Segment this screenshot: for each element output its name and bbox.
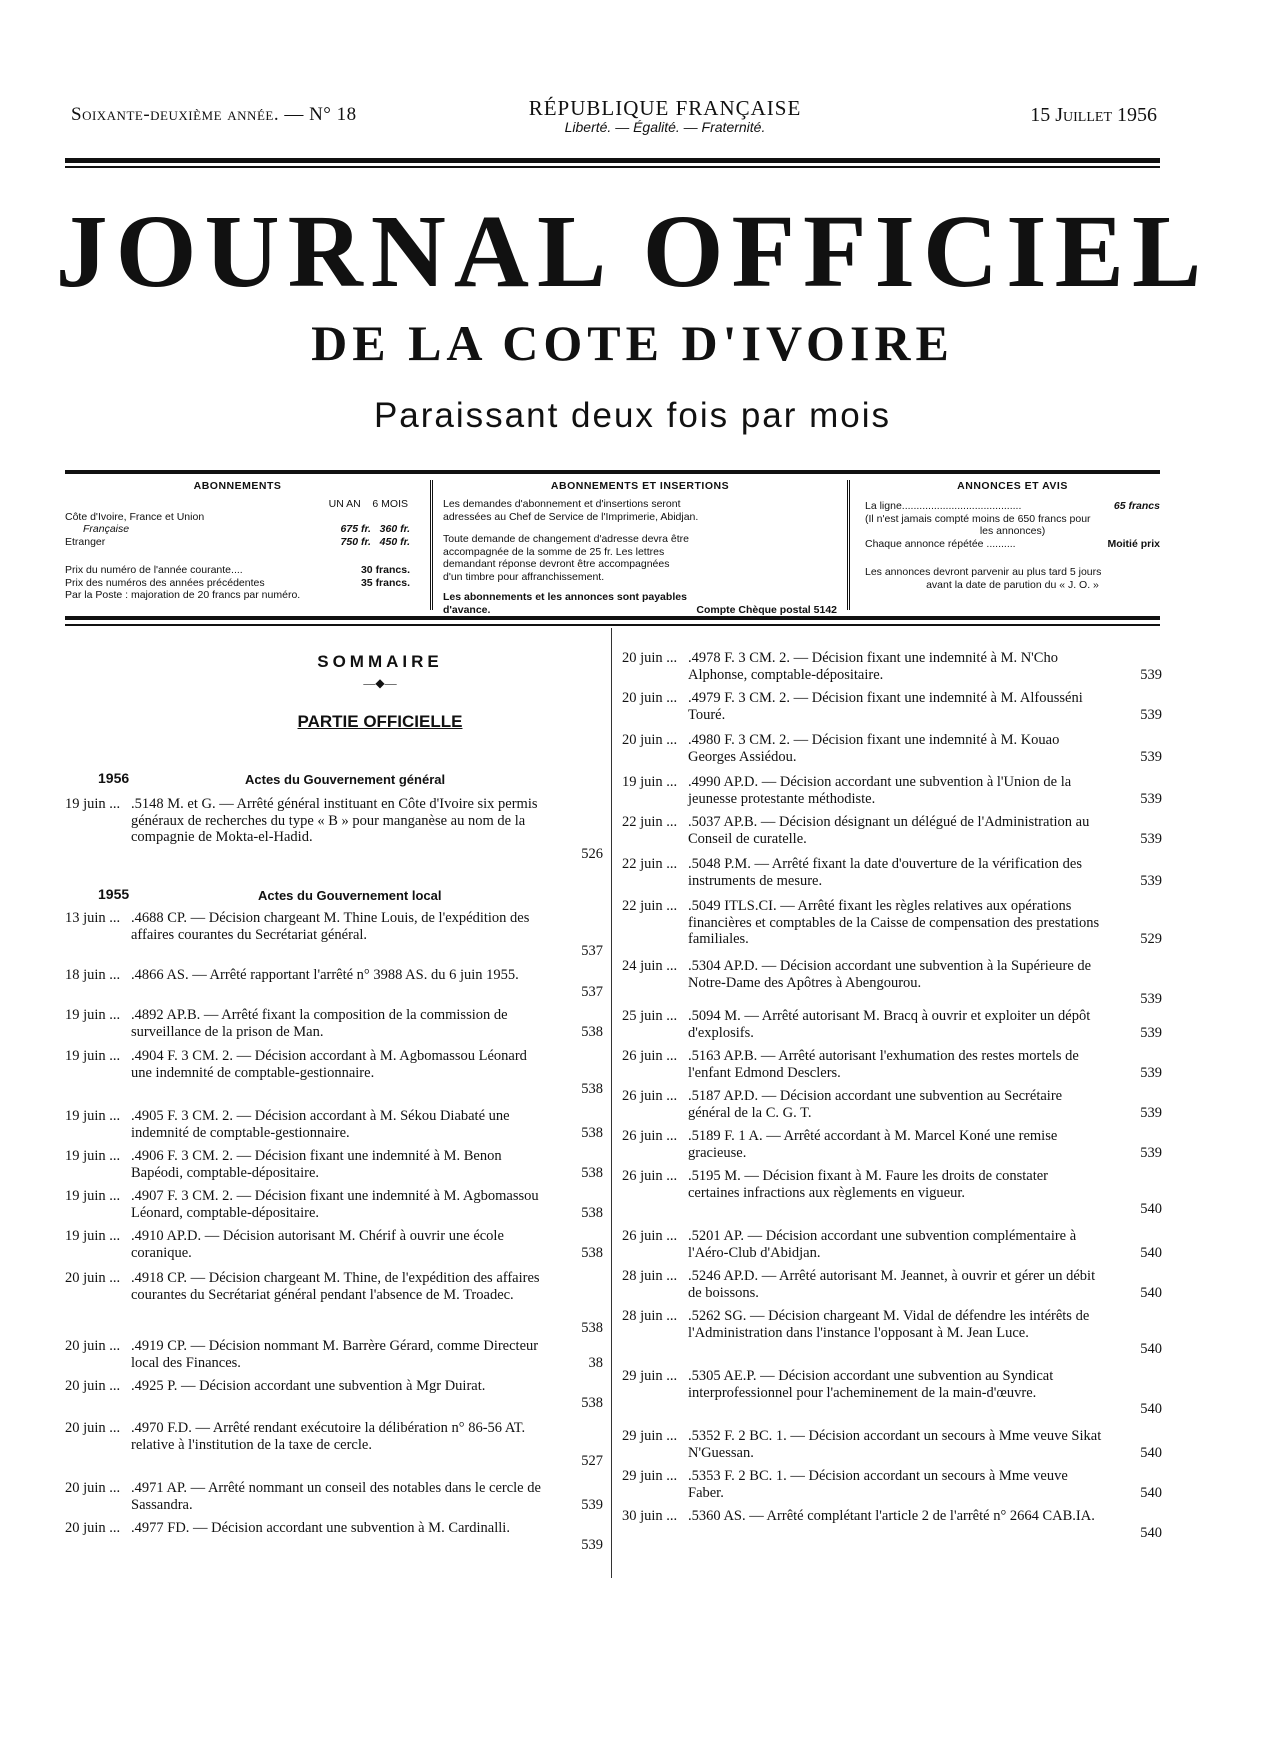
entry-date: 19 juin ... [65,1148,121,1164]
journal-title: JOURNAL OFFICIEL [55,194,1210,309]
entry-text: .4970 F.D. — Arrêté rendant exécutoire la délibération n° 86-56 AT. relative à l'institution de la taxe de cercle. [131,1420,526,1453]
entry-text: .5305 AE.P. — Décision accordant une subvention au Syndicat interprofessionnel pour l'acheminement de la main-d'œuvre. [688,1368,1054,1401]
delai-line1: Les annonces devront parvenir au plus tard 5 jours [865,566,1102,578]
entry-text: .4910 AP.D. — Décision autorisant M. Chérif à ouvrir une école coranique. [131,1228,504,1261]
entry-date: 19 juin ... [65,1188,121,1204]
rule-top [65,158,1160,163]
entry-page: 539 [1140,1064,1162,1081]
entry-text: .5304 AP.D. — Décision accordant une subvention à la Supérieure de Notre-Dame des Apôtres à Abengourou. [688,958,1092,991]
prix2-row [65,577,410,590]
entry-text: .5353 F. 2 BC. 1. — Décision accordant un secours à Mme veuve Faber. [688,1468,1068,1501]
ligne-row [865,500,1160,513]
prix1-value: 30 francs. [360,564,410,576]
entry-page: 538 [581,1204,603,1221]
entry-page: 538 [581,1164,603,1181]
entry-text: .4907 F. 3 CM. 2. — Décision fixant une indemnité à M. Agbomassou Léonard, comptable-dépositaire. [131,1188,539,1221]
entry-text: .5246 AP.D. — Arrêté autorisant M. Jeannet, à ouvrir et gérer un débit de boissons. [688,1268,1096,1301]
entry-text: .4980 F. 3 CM. 2. — Décision fixant une indemnité à M. Kouao Georges Assiédou. [688,732,1060,765]
insertions-line7: Les abonnements et les annonces sont payables [443,591,687,603]
entry-date: 20 juin ... [622,690,678,706]
entry-date: 20 juin ... [622,650,678,666]
entry-text: .4688 CP. — Décision chargeant M. Thine Louis, de l'expédition des affaires courantes du Secrétariat général. [131,910,530,943]
entry-page: 538 [581,1394,603,1411]
entry-date: 20 juin ... [65,1270,121,1286]
entry-text: .5163 AP.B. — Arrêté autorisant l'exhumation des restes mortels de l'enfant Edmond Desclers. [688,1048,1079,1081]
entry-date: 20 juin ... [622,732,678,748]
entry-date: 20 juin ... [65,1480,121,1496]
entry-page: 540 [1140,1341,1162,1357]
row2-mois: 450 fr. [379,535,410,548]
masthead-top [65,92,1165,135]
min-line1: (Il n'est jamais compté moins de 650 francs pour [865,512,1091,525]
entry-text: .4925 P. — Décision accordant une subvention à Mgr Duirat. [131,1378,486,1394]
entry-text: .5262 SG. — Décision chargeant M. Vidal de défendre les intérêts de l'Administration dans l'instance l'opposant à M. Jean Luce. [688,1308,1090,1341]
col-6-mois: 6 MOIS [372,498,408,510]
entry-text: .4892 AP.B. — Arrêté fixant la composition de la commission de surveillance de la prison de Man. [131,1007,508,1040]
insertions-line4: accompagnée de la somme de 25 fr. Les lettres [443,545,665,558]
prix2-value: 35 francs. [360,576,410,589]
entry-text: .5189 F. 1 A. — Arrêté accordant à M. Marcel Koné une remise gracieuse. [688,1128,1058,1161]
entry-page: 539 [1140,1024,1162,1041]
entry-page: 529 [1140,931,1162,947]
entry-page: 539 [581,1496,603,1513]
entry-date: 20 juin ... [65,1338,121,1354]
entry-page: 538 [581,1124,603,1141]
insertions-column [430,480,850,616]
entry-date: 19 juin ... [65,1108,121,1124]
poste-note: Par la Poste : majoration de 20 francs par numéro. [65,589,301,601]
entry-text: .5048 P.M. — Arrêté fixant la date d'ouverture de la vérification des instruments de mesure. [688,856,1082,889]
entry-text: .4906 F. 3 CM. 2. — Décision fixant une indemnité à M. Benon Bapéodi, comptable-dépositaire. [131,1148,502,1181]
entry-text: .4971 AP. — Arrêté nommant un conseil des notables dans le cercle de Sassandra. [131,1480,541,1513]
abonnements-column [65,480,410,610]
insertions-line3: Toute demande de changement d'adresse devra être [443,533,690,545]
entry-text: .5360 AS. — Arrêté complétant l'article 2 de l'arrêté n° 2664 CAB.IA. [688,1508,1095,1524]
entry-page: 539 [1140,830,1162,847]
insertions-ccp: Compte Chèque postal 5142 [696,603,837,616]
entry-date: 28 juin ... [622,1308,678,1324]
entry-text: .5094 M. — Arrêté autorisant M. Bracq à ouvrir et exploiter un dépôt d'explosifs. [688,1008,1091,1041]
entry-page: 538 [581,1023,603,1040]
entry-page: 538 [581,1244,603,1261]
entry-date: 19 juin ... [65,1048,121,1064]
insertions-heading: ABONNEMENTS ET INSERTIONS [550,480,730,492]
row1-label: Côte d'Ivoire, France et Union [65,510,205,523]
entry-text: .5049 ITLS.CI. — Arrêté fixant les règles relatives aux opérations financières et comptables de la Caisse de compensation des prestations familiales. [688,898,1100,947]
entry-date: 18 juin ... [65,967,121,983]
entry-date: 29 juin ... [622,1428,678,1444]
entry-page: 539 [1140,991,1162,1007]
section1-year: 1956 [98,770,130,786]
entry-date: 20 juin ... [65,1520,121,1536]
entry-date: 29 juin ... [622,1368,678,1384]
entry-page: 539 [1140,872,1162,889]
republic-header [455,96,875,135]
entry-date: 22 juin ... [622,856,678,872]
entry-date: 29 juin ... [622,1468,678,1484]
entry-text: .5148 M. et G. — Arrêté général instituant en Côte d'Ivoire six permis généraux de recherches du type « B » pour manganèse au nom de la compagnie de Mokta-el-Hadid. [131,796,538,845]
entry-text: .4979 F. 3 CM. 2. — Décision fixant une indemnité à M. Alfousséni Touré. [688,690,1083,723]
entry-date: 26 juin ... [622,1168,678,1184]
row1-mois: 360 fr. [379,523,410,535]
entry-date: 26 juin ... [622,1228,678,1244]
entry-page: 540 [1140,1524,1162,1541]
entry-page: 539 [1140,706,1162,723]
entry-text: .4919 CP. — Décision nommant M. Barrère Gérard, comme Directeur local des Finances. [131,1338,539,1371]
entry-date: 22 juin ... [622,898,678,914]
entry-page: 540 [1140,1201,1162,1217]
ligne-value: 65 francs [1113,500,1160,512]
annonces-column [865,480,1160,610]
insertions-line6: d'un timbre pour affranchissement. [443,570,605,583]
entry-page: 526 [581,845,603,862]
ligne-label: La ligne......................................... [865,500,1022,512]
journal-subtitle: DE LA COTE D'IVOIRE [311,315,954,371]
entry-text: .4977 FD. — Décision accordant une subvention à M. Cardinalli. [131,1520,510,1536]
insertions-line5: demandant réponse devront être accompagnées [443,558,670,570]
section1-title: Actes du Gouvernement général [245,772,446,787]
row1 [65,523,410,536]
entry-page: 539 [1140,666,1162,683]
entry-page: 538 [581,1081,603,1097]
entry-date: 19 juin ... [65,796,121,812]
section2-header [98,886,129,904]
republic-name: RÉPUBLIQUE FRANÇAISE [528,96,802,120]
entry-text: .5352 F. 2 BC. 1. — Décision accordant un secours à Mme veuve Sikat N'Guessan. [688,1428,1102,1461]
row2-label: Etranger [65,535,106,548]
repetee-row [865,538,1160,551]
issue-number: Soixante-deuxième année. — N° 18 [71,104,357,125]
row1b-label: Française [83,523,130,535]
entry-date: 19 juin ... [65,1228,121,1244]
journal-frequency: Paraissant deux fois par mois [373,396,892,435]
entry-page: 539 [1140,1104,1162,1121]
entry-page: 540 [1140,1401,1162,1417]
entry-date: 26 juin ... [622,1048,678,1064]
entry-page: 538 [581,1319,603,1336]
sommaire-title: SOMMAIRE [317,652,443,671]
entry-text: .5201 AP. — Décision accordant une subvention complémentaire à l'Aéro-Club d'Abidjan. [688,1228,1077,1261]
entry-date: 25 juin ... [622,1008,678,1024]
entry-date: 28 juin ... [622,1268,678,1284]
row1-an: 675 fr. [340,523,371,535]
entry-page: 527 [581,1453,603,1469]
entry-text: .4978 F. 3 CM. 2. — Décision fixant une indemnité à M. N'Cho Alphonse, comptable-dépositaire. [688,650,1058,683]
republic-motto: Liberté. — Égalité. — Fraternité. [564,119,766,135]
entry-page: 540 [1140,1444,1162,1461]
column-separator [611,628,612,1578]
section2-title: Actes du Gouvernement local [258,888,442,903]
entry-page: 539 [1140,748,1162,765]
rule-top-thin [65,166,1160,168]
entry-text: .5187 AP.D. — Décision accordant une subvention au Secrétaire général de la C. G. T. [688,1088,1063,1121]
entry-page: 38 [588,1354,603,1371]
entry-page: 537 [581,943,603,959]
entry-date: 20 juin ... [65,1378,121,1394]
section1-header [98,770,129,788]
issue-date: 15 Juillet 1956 [1030,104,1157,126]
insertions-avance: d'avance. [443,603,491,616]
entry-text: .5195 M. — Décision fixant à M. Faure les droits de constater certaines infractions aux règlements en vigueur. [688,1168,1049,1201]
entry-date: 20 juin ... [65,1420,121,1436]
delai-line2: avant la date de parution du « J. O. » [926,578,1099,591]
insertions-line2: adressées au Chef de Service de l'Imprimerie, Abidjan. [443,510,699,523]
entry-page: 540 [1140,1484,1162,1501]
subscription-box [65,470,1160,620]
entry-page: 539 [1140,790,1162,807]
abonnements-heading: ABONNEMENTS [193,480,282,492]
entry-page: 539 [581,1536,603,1553]
entry-date: 26 juin ... [622,1088,678,1104]
entry-date: 24 juin ... [622,958,678,974]
repetee-label: Chaque annonce répétée .......... [865,537,1016,550]
entry-text: .4866 AS. — Arrêté rapportant l'arrêté n° 3988 AS. du 6 juin 1955. [131,967,519,983]
repetee-value: Moitié prix [1107,537,1160,550]
entry-date: 19 juin ... [65,1007,121,1023]
row2 [65,536,410,549]
section2-year: 1955 [98,886,130,902]
entry-text: .4904 F. 3 CM. 2. — Décision accordant à M. Agbomassou Léonard une indemnité de comptable-gestionnaire. [131,1048,527,1081]
entry-date: 19 juin ... [622,774,678,790]
prix2-label: Prix des numéros des années précédentes [65,576,265,589]
entry-date: 30 juin ... [622,1508,678,1524]
prix1-row [65,564,410,577]
entry-page: 539 [1140,1144,1162,1161]
entry-page: 540 [1140,1244,1162,1261]
entry-date: 13 juin ... [65,910,121,926]
partie-officielle: PARTIE OFFICIELLE [297,712,463,731]
entry-text: .4905 F. 3 CM. 2. — Décision accordant à M. Sékou Diabaté une indemnité de comptable-gestionnaire. [131,1108,510,1141]
diamond-ornament: —◆— [363,676,397,690]
entry-date: 22 juin ... [622,814,678,830]
entry-page: 540 [1140,1284,1162,1301]
col-un-an: UN AN [328,498,361,510]
insertions-line8 [443,604,837,617]
entry-date: 26 juin ... [622,1128,678,1144]
entry-text: .4990 AP.D. — Décision accordant une subvention à l'Union de la jeunesse protestante méthodiste. [688,774,1072,807]
entry-page: 537 [581,983,603,1000]
row2-an: 750 fr. [340,535,371,548]
entry-text: .4918 CP. — Décision chargeant M. Thine, de l'expédition des affaires courantes du Secrétariat général pendant l'absence de M. Troadec. [131,1270,540,1303]
min-line2: les annonces) [979,525,1046,537]
prix1-label: Prix du numéro de l'année courante.... [65,564,243,576]
rule-bottom [65,624,1160,626]
entry-text: .5037 AP.B. — Décision désignant un délégué de l'Administration au Conseil de curatelle. [688,814,1090,847]
annonces-heading: ANNONCES ET AVIS [957,480,1068,492]
insertions-line1: Les demandes d'abonnement et d'insertions seront [443,498,681,510]
